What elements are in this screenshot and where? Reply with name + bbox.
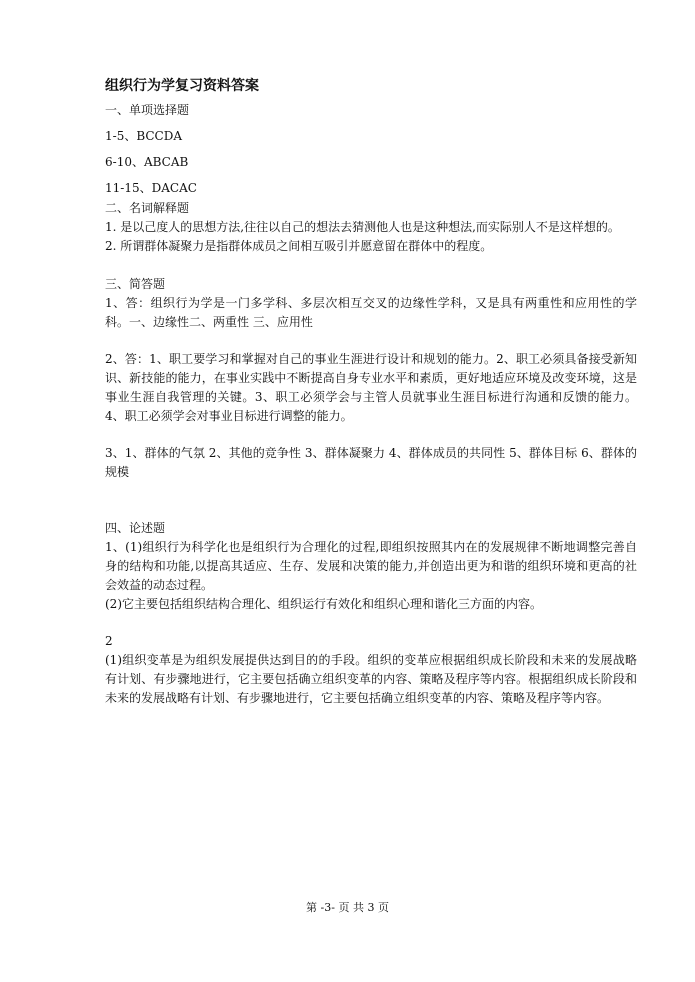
short-answer-3: 3、1、群体的气氛 2、其他的竞争性 3、群体凝聚力 4、群体成员的共同性 5、群体目标 6、群体的规模	[105, 446, 637, 479]
answer-line-6-10: 6-10、ABCAB	[105, 155, 189, 169]
essay-answer-1-part-2: (2)它主要包括组织结构合理化、组织运行有效化和组织心理和谐化三方面的内容。	[105, 597, 543, 611]
answer-line-11-15: 11-15、DACAC	[105, 181, 197, 195]
section-heading-essay: 四、论述题	[105, 521, 166, 535]
short-answer-1: 1、答：组织行为学是一门多学科、多层次相互交叉的边缘性学科，又是具有两重性和应用性的学科。一、边缘性二、两重性 三、应用性	[105, 296, 637, 329]
document-title: 组织行为学复习资料答案	[105, 78, 259, 94]
essay-answer-2-number: 2	[105, 634, 113, 648]
definition-item-2: 2. 所谓群体凝聚力是指群体成员之间相互吸引并愿意留在群体中的程度。	[105, 239, 493, 253]
spacer	[105, 332, 637, 350]
definition-item-1: 1. 是以己度人的思想方法,往往以自己的想法去猜测他人也是这种想法,而实际别人不是这样想的。	[105, 220, 620, 234]
spacer	[105, 614, 637, 632]
section-heading-definitions: 二、名词解释题	[105, 201, 190, 215]
answer-line-1-5: 1-5、BCCDA	[105, 129, 183, 143]
section-heading-single-choice: 一、单项选择题	[105, 103, 190, 117]
short-answer-2: 2、答：1、职工要学习和掌握对自己的事业生涯进行设计和规划的能力。2、职工必须具备接受新知识、新技能的能力，在事业实践中不断提高自身专业水平和素质，更好地适应环境及改变环境，这是事业生涯自我管理的关键。3、职工必须学会与主管人员就事业生涯目标进行沟通和反馈的能力。 4、职工必须学会对事业目标进行调整的能力。	[105, 352, 637, 423]
spacer	[105, 256, 637, 274]
document-body	[105, 76, 637, 708]
spacer	[105, 482, 637, 518]
section-heading-short-answer: 三、简答题	[105, 277, 166, 291]
essay-answer-1-part-1: 1、(1)组织行为科学化也是组织行为合理化的过程,即组织按照其内在的发展规律不断地调整完善自身的结构和功能,以提高其适应、生存、发展和决策的能力,并创造出更为和谐的组织环境和更高的社会效益的动态过程。	[105, 540, 637, 592]
essay-answer-2-text: (1)组织变革是为组织发展提供达到目的的手段。组织的变革应根据组织成长阶段和未来的发展战略有计划、有步骤地进行，它主要包括确立组织变革的内容、策略及程序等内容。根据组织成长阶段和未来的发展战略有计划、有步骤地进行，它主要包括确立组织变革的内容、策略及程序等内容。	[105, 653, 637, 705]
spacer	[105, 426, 637, 444]
page-footer: 第 -3- 页 共 3 页	[306, 901, 389, 914]
